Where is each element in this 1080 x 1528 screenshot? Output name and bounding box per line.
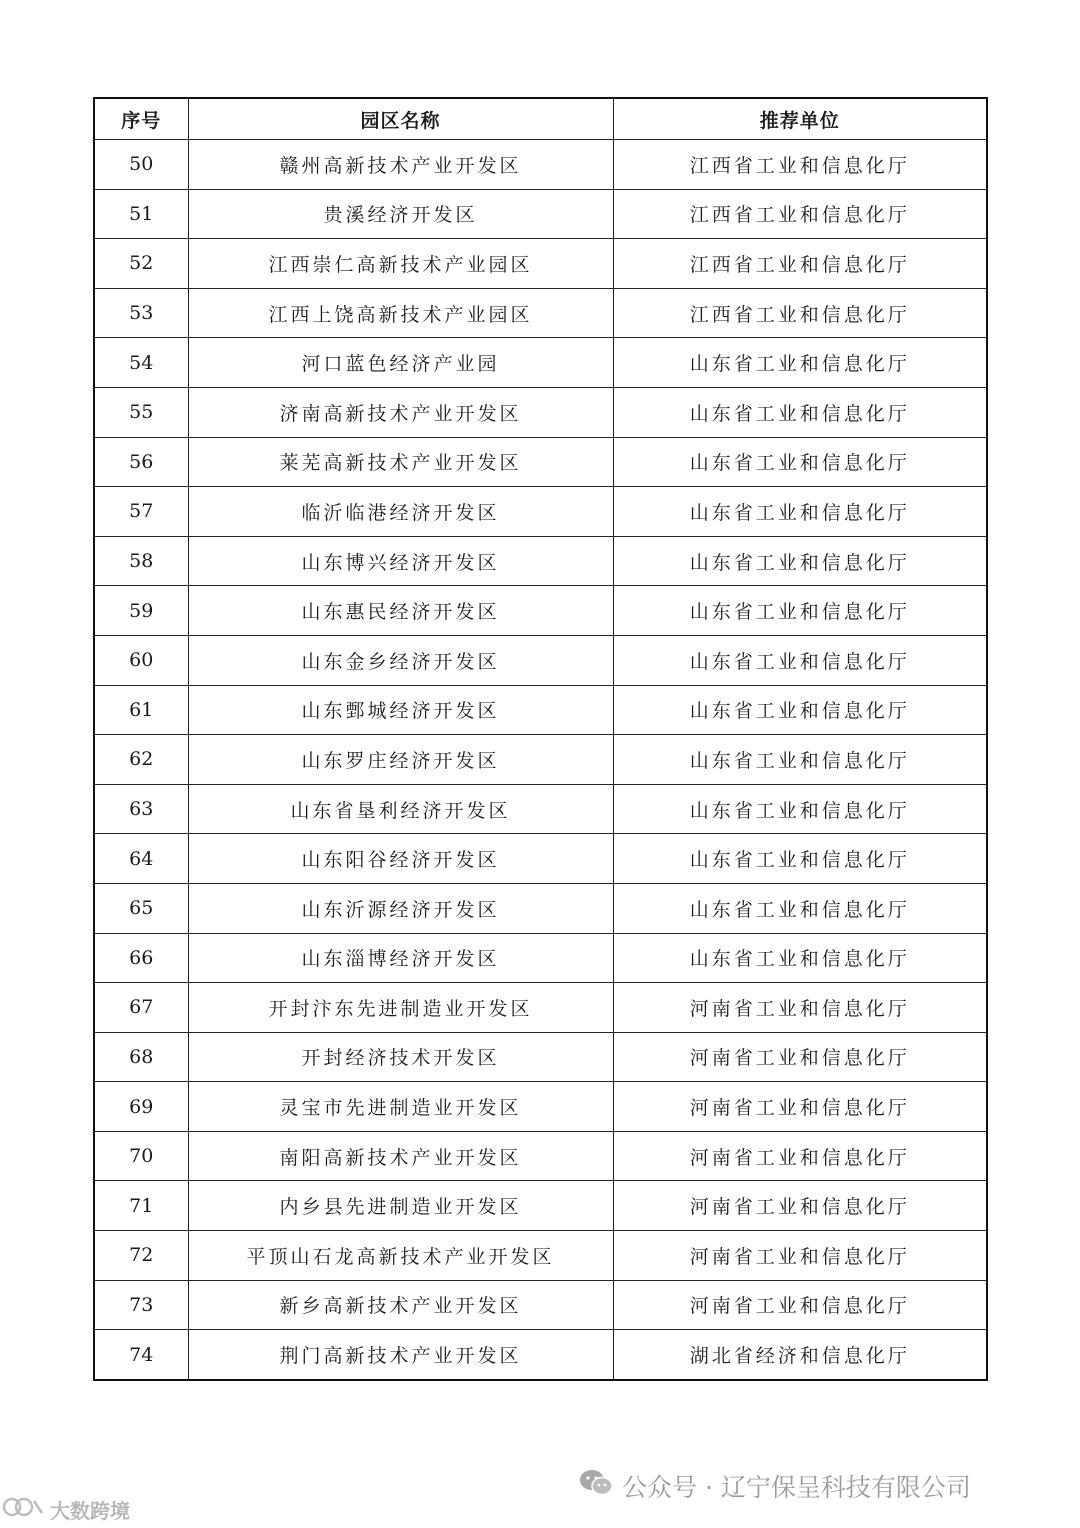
table-row — [94, 784, 987, 834]
table-row — [94, 189, 987, 239]
row-park-name: 南阳高新技术产业开发区 — [188, 1131, 613, 1181]
table-row — [94, 1330, 987, 1380]
table-row — [94, 1280, 987, 1330]
row-recommender: 山东省工业和信息化厅 — [613, 338, 987, 388]
row-recommender: 山东省工业和信息化厅 — [613, 437, 987, 487]
row-recommender: 山东省工业和信息化厅 — [613, 487, 987, 537]
table-body — [94, 140, 987, 1380]
row-index: 56 — [94, 437, 188, 487]
row-recommender: 江西省工业和信息化厅 — [613, 140, 987, 190]
row-index: 68 — [94, 1032, 188, 1082]
header-recommender: 推荐单位 — [613, 98, 987, 140]
row-park-name: 山东淄博经济开发区 — [188, 933, 613, 983]
row-recommender: 山东省工业和信息化厅 — [613, 635, 987, 685]
parks-table — [93, 97, 988, 1381]
row-recommender: 山东省工业和信息化厅 — [613, 536, 987, 586]
row-recommender: 山东省工业和信息化厅 — [613, 933, 987, 983]
row-park-name: 山东沂源经济开发区 — [188, 883, 613, 933]
row-recommender: 江西省工业和信息化厅 — [613, 239, 987, 289]
row-index: 60 — [94, 635, 188, 685]
row-park-name: 新乡高新技术产业开发区 — [188, 1280, 613, 1330]
row-index: 74 — [94, 1330, 188, 1380]
row-index: 63 — [94, 784, 188, 834]
table-row — [94, 983, 987, 1033]
row-recommender: 山东省工业和信息化厅 — [613, 586, 987, 636]
row-index: 59 — [94, 586, 188, 636]
table-row — [94, 239, 987, 289]
table-row — [94, 536, 987, 586]
row-index: 64 — [94, 834, 188, 884]
header-park-name: 园区名称 — [188, 98, 613, 140]
row-recommender: 河南省工业和信息化厅 — [613, 1231, 987, 1281]
row-park-name: 山东鄄城经济开发区 — [188, 685, 613, 735]
table-row — [94, 834, 987, 884]
watermark-account — [578, 1466, 971, 1506]
row-index: 65 — [94, 883, 188, 933]
row-recommender: 山东省工业和信息化厅 — [613, 883, 987, 933]
row-recommender: 山东省工业和信息化厅 — [613, 685, 987, 735]
row-recommender: 河南省工业和信息化厅 — [613, 1082, 987, 1132]
row-park-name: 莱芜高新技术产业开发区 — [188, 437, 613, 487]
row-park-name: 山东金乡经济开发区 — [188, 635, 613, 685]
table-row — [94, 586, 987, 636]
header-index: 序号 — [94, 98, 188, 140]
table-row — [94, 933, 987, 983]
table-row — [94, 1231, 987, 1281]
row-park-name: 山东博兴经济开发区 — [188, 536, 613, 586]
row-index: 55 — [94, 387, 188, 437]
table-row — [94, 735, 987, 785]
watermark-account-text: 公众号 · 辽宁保呈科技有限公司 — [622, 1473, 971, 1502]
row-recommender: 江西省工业和信息化厅 — [613, 288, 987, 338]
row-index: 62 — [94, 735, 188, 785]
row-index: 58 — [94, 536, 188, 586]
row-index: 57 — [94, 487, 188, 537]
table-row — [94, 387, 987, 437]
row-recommender: 山东省工业和信息化厅 — [613, 834, 987, 884]
row-park-name: 开封经济技术开发区 — [188, 1032, 613, 1082]
table-row — [94, 1131, 987, 1181]
table-row — [94, 487, 987, 537]
row-recommender: 山东省工业和信息化厅 — [613, 387, 987, 437]
row-recommender: 江西省工业和信息化厅 — [613, 189, 987, 239]
row-index: 73 — [94, 1280, 188, 1330]
row-index: 71 — [94, 1181, 188, 1231]
row-recommender: 山东省工业和信息化厅 — [613, 784, 987, 834]
row-index: 51 — [94, 189, 188, 239]
table-row — [94, 1032, 987, 1082]
table-header — [94, 98, 987, 140]
row-index: 72 — [94, 1231, 188, 1281]
table-row — [94, 288, 987, 338]
row-park-name: 临沂临港经济开发区 — [188, 487, 613, 537]
row-park-name: 河口蓝色经济产业园 — [188, 338, 613, 388]
row-index: 70 — [94, 1131, 188, 1181]
table-row — [94, 685, 987, 735]
row-index: 50 — [94, 140, 188, 190]
row-park-name: 济南高新技术产业开发区 — [188, 387, 613, 437]
table-row — [94, 1082, 987, 1132]
table-row — [94, 140, 987, 190]
row-park-name: 江西上饶高新技术产业园区 — [188, 288, 613, 338]
row-index: 52 — [94, 239, 188, 289]
row-index: 54 — [94, 338, 188, 388]
wechat-icon — [578, 1468, 614, 1504]
logo-icon — [2, 1495, 46, 1524]
row-park-name: 江西崇仁高新技术产业园区 — [188, 239, 613, 289]
row-park-name: 贵溪经济开发区 — [188, 189, 613, 239]
row-index: 61 — [94, 685, 188, 735]
table-row — [94, 338, 987, 388]
row-index: 69 — [94, 1082, 188, 1132]
row-park-name: 荆门高新技术产业开发区 — [188, 1330, 613, 1380]
table-row — [94, 437, 987, 487]
row-park-name: 开封汴东先进制造业开发区 — [188, 983, 613, 1033]
row-park-name: 灵宝市先进制造业开发区 — [188, 1082, 613, 1132]
row-park-name: 山东阳谷经济开发区 — [188, 834, 613, 884]
row-index: 53 — [94, 288, 188, 338]
table-row — [94, 1181, 987, 1231]
row-recommender: 河南省工业和信息化厅 — [613, 1280, 987, 1330]
row-index: 66 — [94, 933, 188, 983]
table-row — [94, 635, 987, 685]
row-recommender: 河南省工业和信息化厅 — [613, 1032, 987, 1082]
row-recommender: 山东省工业和信息化厅 — [613, 735, 987, 785]
row-park-name: 平顶山石龙高新技术产业开发区 — [188, 1231, 613, 1281]
row-park-name: 山东惠民经济开发区 — [188, 586, 613, 636]
table-row — [94, 883, 987, 933]
row-park-name: 山东省垦利经济开发区 — [188, 784, 613, 834]
row-park-name: 赣州高新技术产业开发区 — [188, 140, 613, 190]
watermark-brand-text: 大数跨境 — [50, 1498, 130, 1523]
row-recommender: 河南省工业和信息化厅 — [613, 983, 987, 1033]
row-park-name: 山东罗庄经济开发区 — [188, 735, 613, 785]
watermark-brand — [2, 1494, 130, 1524]
row-recommender: 河南省工业和信息化厅 — [613, 1131, 987, 1181]
row-recommender: 河南省工业和信息化厅 — [613, 1181, 987, 1231]
row-park-name: 内乡县先进制造业开发区 — [188, 1181, 613, 1231]
row-index: 67 — [94, 983, 188, 1033]
row-recommender: 湖北省经济和信息化厅 — [613, 1330, 987, 1380]
